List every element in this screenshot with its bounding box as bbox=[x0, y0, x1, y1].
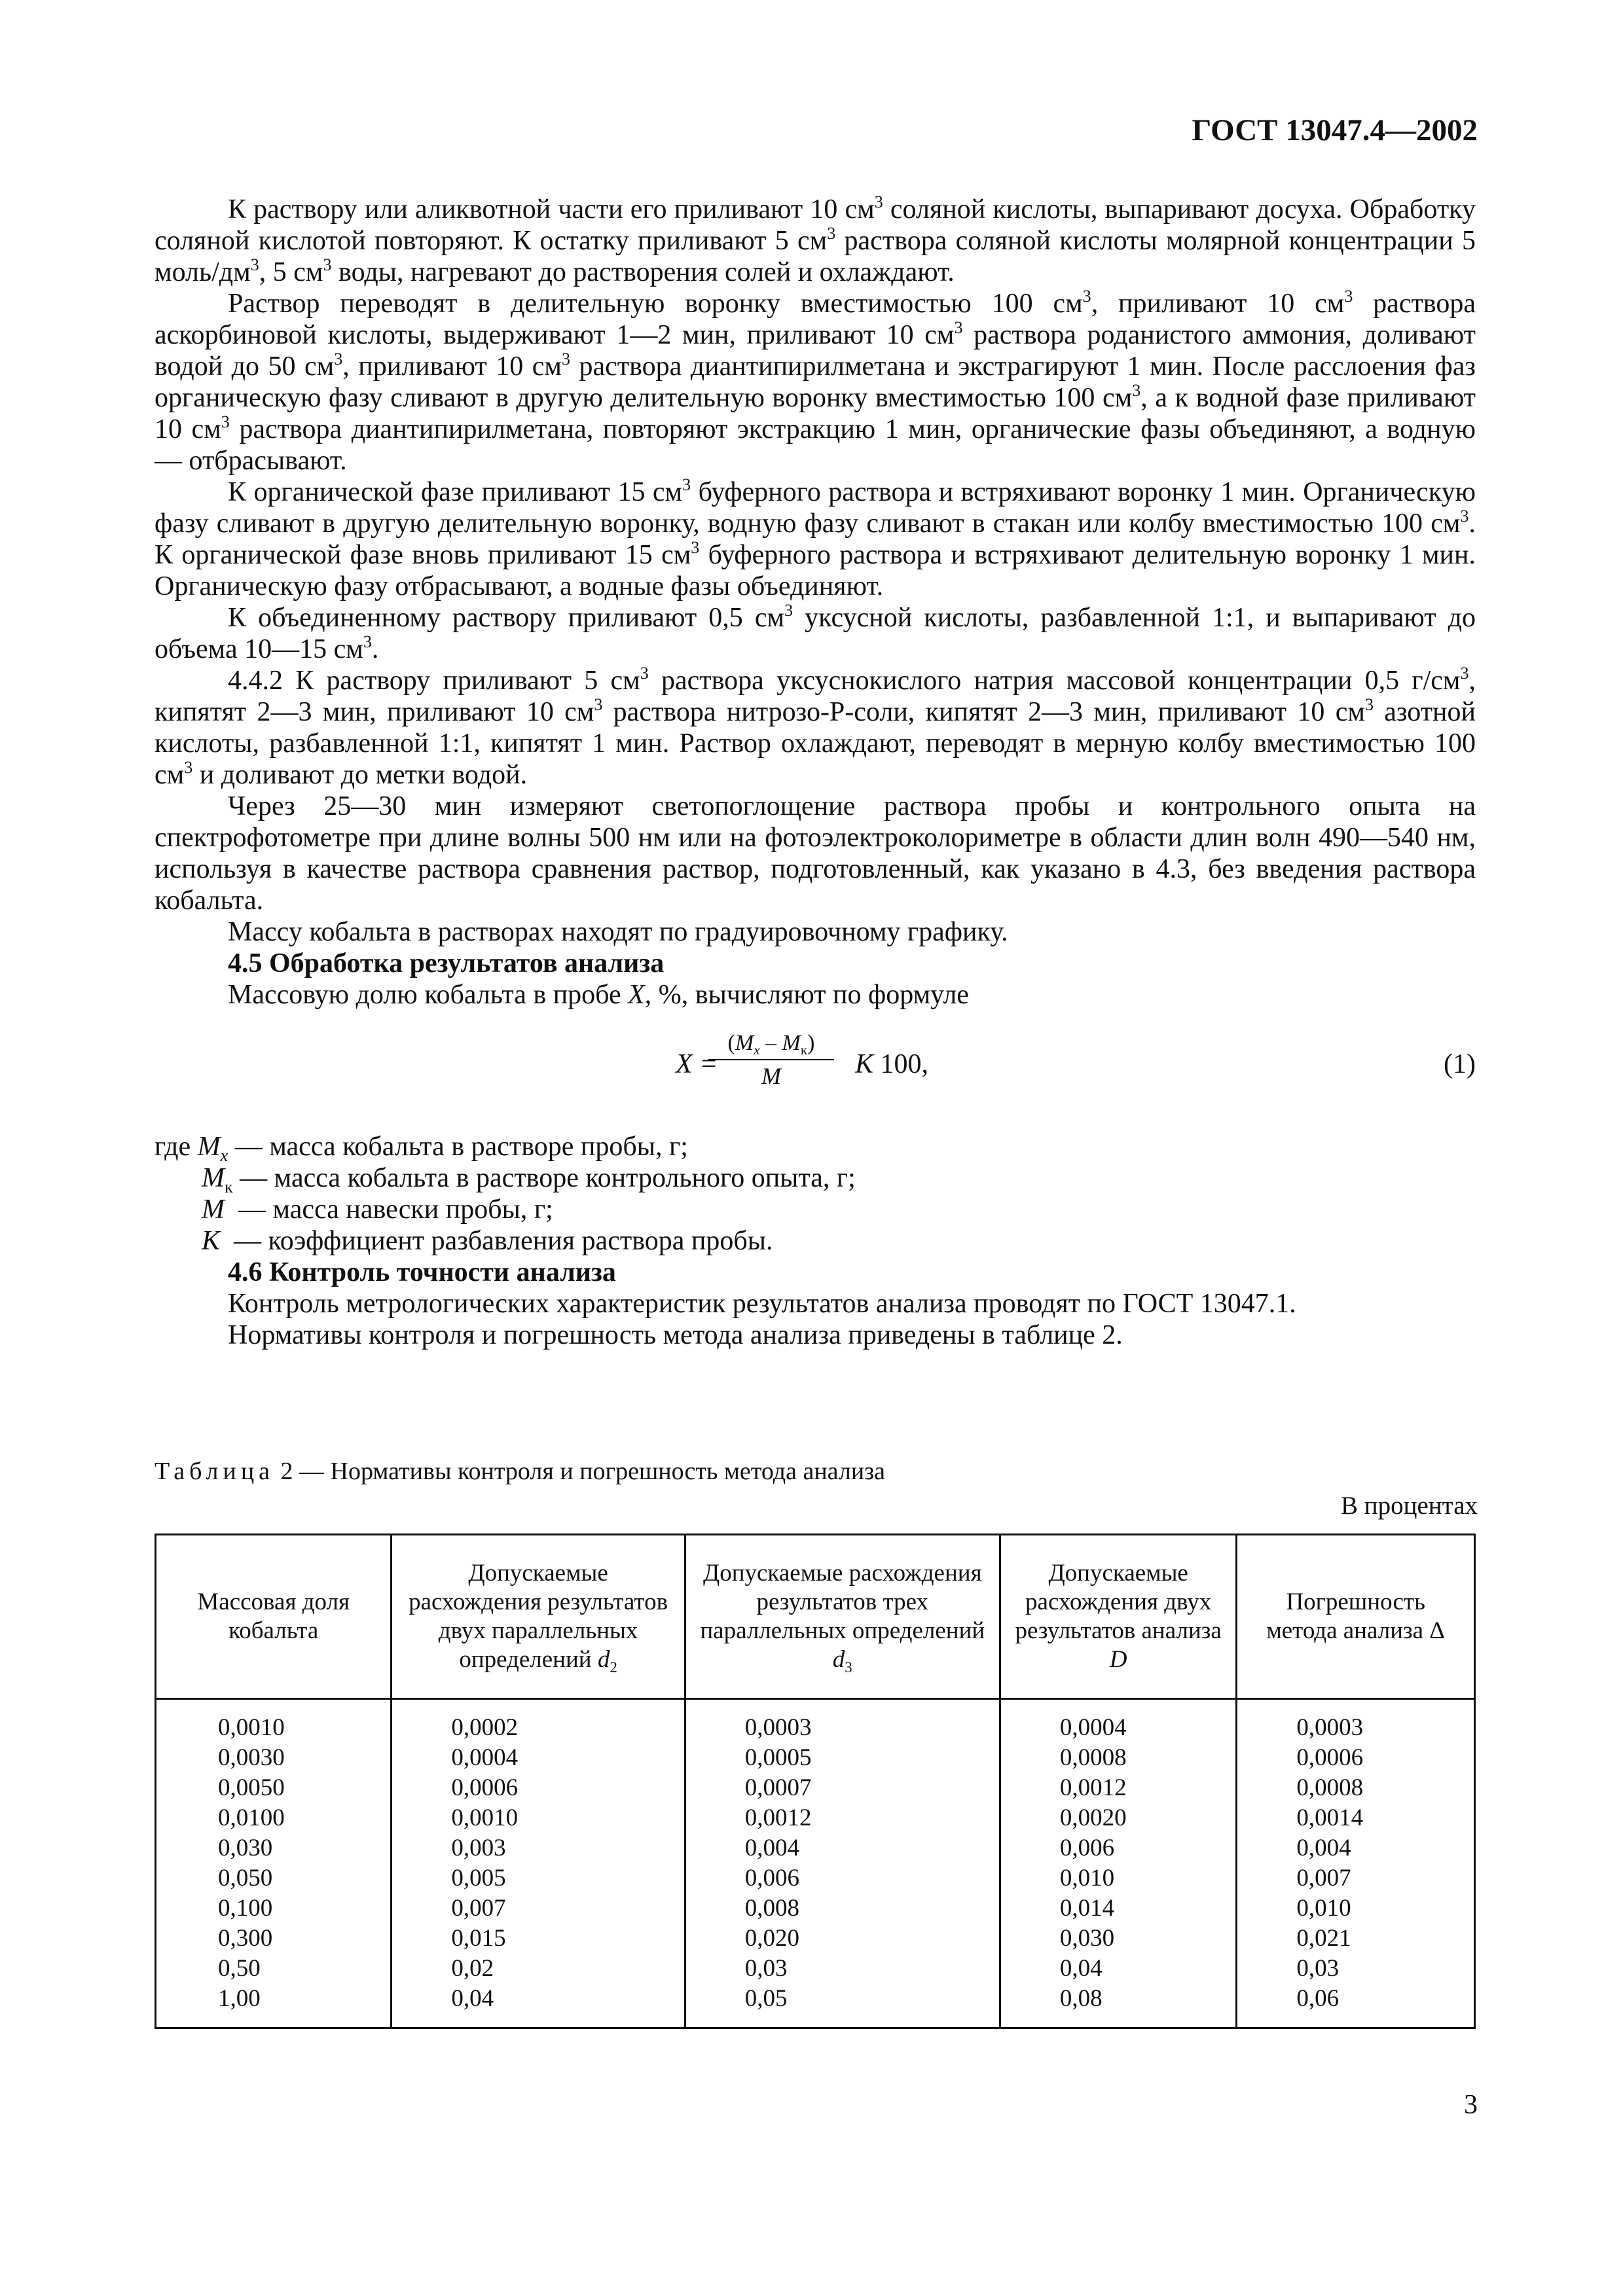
table-cell: 0,0030 bbox=[218, 1744, 285, 1771]
table-cell: 0,0014 bbox=[1296, 1804, 1364, 1831]
table-cell: 0,0008 bbox=[1059, 1744, 1127, 1771]
formula-fraction bbox=[708, 1030, 834, 1089]
paragraph: Контроль метрологических характеристик результатов анализа проводят по ГОСТ 13047.1. bbox=[228, 1289, 1296, 1319]
table-cell: 0,0004 bbox=[1059, 1714, 1127, 1741]
header-d3: Допускаемые расхождения результатов трех параллельных определений $d_3$ bbox=[685, 1535, 1000, 1699]
definition-mx: где $M_x$ — масса кобальта в растворе пробы, г; bbox=[155, 1132, 688, 1166]
formula-rhs: K 100, bbox=[855, 1049, 929, 1079]
definition-k: K — коэффициент разбавления раствора пробы. bbox=[202, 1226, 773, 1256]
table-cell: 0,006 bbox=[1059, 1835, 1115, 1861]
table-cell: 0,50 bbox=[218, 1955, 261, 1982]
table-cell: 0,08 bbox=[1059, 1985, 1103, 2012]
paragraph: Через 25—30 мин измеряют светопоглощение раствора пробы и контрольного опыта на спектрофотометре при длине волны 500 нм или на фотоэлектроколориметре в области длин волн 490—540 нм, используя в качестве раствора сравнения раствор, подготовленный, как указано в 4.3, без введения раствора кобальта. bbox=[155, 791, 1476, 916]
table-cell: 0,030 bbox=[1059, 1925, 1115, 1952]
table-cell: 0,0012 bbox=[1059, 1774, 1127, 1801]
table-cell: 0,005 bbox=[451, 1865, 506, 1892]
table-unit: В процентах bbox=[1340, 1492, 1478, 1520]
table-cell: 0,050 bbox=[218, 1865, 273, 1892]
table-cell: 0,0003 bbox=[744, 1714, 812, 1741]
table-cell: 0,010 bbox=[1296, 1895, 1351, 1922]
section-heading-4-5: 4.5 Обработка результатов анализа bbox=[228, 948, 665, 978]
table-cell: 0,06 bbox=[1296, 1985, 1340, 2012]
table-cell: 0,007 bbox=[1296, 1865, 1351, 1892]
table-cell: 0,010 bbox=[1059, 1865, 1115, 1892]
column-d2 bbox=[392, 1699, 685, 2028]
table-caption-text: 2 — Нормативы контроля и погрешность метода анализа bbox=[280, 1458, 886, 1485]
document-code-header: ГОСТ 13047.4—2002 bbox=[1192, 113, 1478, 147]
table-caption bbox=[155, 1457, 885, 1486]
table-cell: 0,004 bbox=[744, 1835, 799, 1861]
column-delta bbox=[1237, 1699, 1475, 2028]
paragraph: К органической фазе приливают 15 $см^3$ буферного раствора и встряхивают воронку 1 мин. Органическую фазу сливают в другую делительную воронку, водную фазу сливают в стакан или колбу вместимостью 100 $см^3$. К органической фазе вновь приливают 15 $см^3$ буферного раствора и встряхивают делительную воронку 1 мин. Органическую фазу отбрасывают, а водные фазы объединяют. bbox=[155, 475, 1476, 601]
table-cell: 0,030 bbox=[218, 1835, 273, 1861]
table-cell: 0,0100 bbox=[218, 1804, 285, 1831]
table-cell: 0,0020 bbox=[1059, 1804, 1127, 1831]
formula-definitions bbox=[155, 1131, 1476, 1257]
header-mass-fraction: Массовая доля кобальта bbox=[156, 1535, 392, 1699]
table-cell: 0,0050 bbox=[218, 1774, 285, 1801]
formula-1 bbox=[155, 1030, 1476, 1098]
table-cell: 0,0007 bbox=[744, 1774, 812, 1801]
table-cell: 0,006 bbox=[744, 1865, 799, 1892]
table-cell: 0,014 bbox=[1059, 1895, 1115, 1922]
table-cell: 0,008 bbox=[744, 1895, 799, 1922]
page-number: 3 bbox=[1464, 2090, 1478, 2120]
column-d3 bbox=[685, 1699, 1000, 2028]
table-cell: 0,04 bbox=[1059, 1955, 1103, 1982]
table-cell: 0,05 bbox=[744, 1985, 788, 2012]
table-caption-label: Таблица bbox=[155, 1458, 275, 1485]
table-cell: 0,007 bbox=[451, 1895, 506, 1922]
formula-lhs: X = bbox=[676, 1049, 718, 1079]
table-cell: 0,0006 bbox=[451, 1774, 519, 1801]
definition-mk: $M_к$ — масса кобальта в растворе контрольного опыта, г; bbox=[202, 1163, 856, 1197]
table-cell: 0,03 bbox=[1296, 1955, 1340, 1982]
table-cell: 0,0002 bbox=[451, 1714, 519, 1741]
table-cell: 0,015 bbox=[451, 1925, 506, 1952]
paragraph: Нормативы контроля и погрешность метода анализа приведены в таблице 2. bbox=[228, 1320, 1123, 1350]
paragraph: Раствор переводят в делительную воронку вместимостью 100 $см^3$, приливают 10 $см^3$ раствора аскорбиновой кислоты, выдерживают 1—2 мин, приливают 10 $см^3$ раствора роданистого аммония, доливают водой до 50 $см^3$, приливают 10 $см^3$ раствора диантипирилметана и экстрагируют 1 мин. После расслоения фаз органическую фазу сливают в другую делительную воронку вместимостью 100 $см^3$, а к водной фазе приливают 10 $см^3$ раствора диантипирилметана, повторяют экстракцию 1 мин, органические фазы объединяют, а водную — отбрасывают. bbox=[155, 287, 1476, 476]
paragraph: К раствору или аликвотной части его приливают 10 $см^3$ соляной кислоты, выпаривают досуха. Обработку соляной кислотой повторяют. К остатку приливают 5 $см^3$ раствора соляной кислоты молярной концентрации 5 моль/$дм^3$, 5 $см^3$ воды, нагревают до растворения солей и охлаждают. bbox=[155, 192, 1476, 287]
formula-number: (1) bbox=[1444, 1049, 1476, 1079]
section-heading-4-6: 4.6 Контроль точности анализа bbox=[228, 1257, 616, 1287]
table-header-row bbox=[156, 1535, 1475, 1699]
table-cell: 0,0003 bbox=[1296, 1714, 1364, 1741]
header-D: Допускаемые расхождения двух результатов анализа D bbox=[1000, 1535, 1237, 1699]
table-cell: 0,0008 bbox=[1296, 1774, 1364, 1801]
table-cell: 0,0010 bbox=[218, 1714, 285, 1741]
paragraph: 4.4.2 К раствору приливают 5 $см^3$ раствора уксуснокислого натрия массовой концентрации 0,5 $г/см^3$, кипятят 2—3 мин, приливают 10 $см^3$ раствора нитрозо-Р-соли, кипятят 2—3 мин, приливают 10 $см^3$ азотной кислоты, разбавленной 1:1, кипятят 1 мин. Раствор охлаждают, переводят в мерную колбу вместимостью 100 $см^3$ и доливают до метки водой. bbox=[155, 664, 1476, 790]
table-cell: 0,300 bbox=[218, 1925, 273, 1952]
body-text bbox=[155, 194, 1476, 1351]
formula-numerator: $(M_x - M_к)$ bbox=[727, 1031, 815, 1058]
table-cell: 0,0004 bbox=[451, 1744, 519, 1771]
table-cell: 0,100 bbox=[218, 1895, 273, 1922]
table-cell: 0,03 bbox=[744, 1955, 788, 1982]
table-cell: 0,0005 bbox=[744, 1744, 812, 1771]
column-D bbox=[1000, 1699, 1237, 2028]
paragraph: Массу кобальта в растворах находят по градуировочному графику. bbox=[228, 917, 1008, 947]
tolerance-table bbox=[155, 1534, 1476, 2029]
definition-m: M — масса навески пробы, г; bbox=[202, 1194, 553, 1225]
table-cell: 0,04 bbox=[451, 1985, 494, 2012]
table-cell: 0,0006 bbox=[1296, 1744, 1364, 1771]
table-cell: 0,0010 bbox=[451, 1804, 519, 1831]
table-cell: 0,004 bbox=[1296, 1835, 1351, 1861]
paragraph: К объединенному раствору приливают 0,5 $см^3$ уксусной кислоты, разбавленной 1:1, и выпаривают до объема 10—15 $см^3$. bbox=[155, 601, 1476, 664]
table-cell: 0,020 bbox=[744, 1925, 799, 1952]
table-cell: 1,00 bbox=[218, 1985, 261, 2012]
column-mass-fraction bbox=[156, 1699, 392, 2028]
table-cell: 0,003 bbox=[451, 1835, 506, 1861]
table-cell: 0,0012 bbox=[744, 1804, 812, 1831]
header-delta: Погрешность метода анализа Δ bbox=[1237, 1535, 1475, 1699]
table-row bbox=[156, 1699, 1475, 2028]
table-cell: 0,02 bbox=[451, 1955, 494, 1982]
table-cell: 0,021 bbox=[1296, 1925, 1351, 1952]
header-d2: Допускаемые расхождения результатов двух параллельных определений $d_2$ bbox=[392, 1535, 685, 1699]
paragraph: Массовую долю кобальта в пробе X, %, вычисляют по формуле bbox=[228, 980, 969, 1010]
formula-denominator: M bbox=[761, 1063, 781, 1089]
